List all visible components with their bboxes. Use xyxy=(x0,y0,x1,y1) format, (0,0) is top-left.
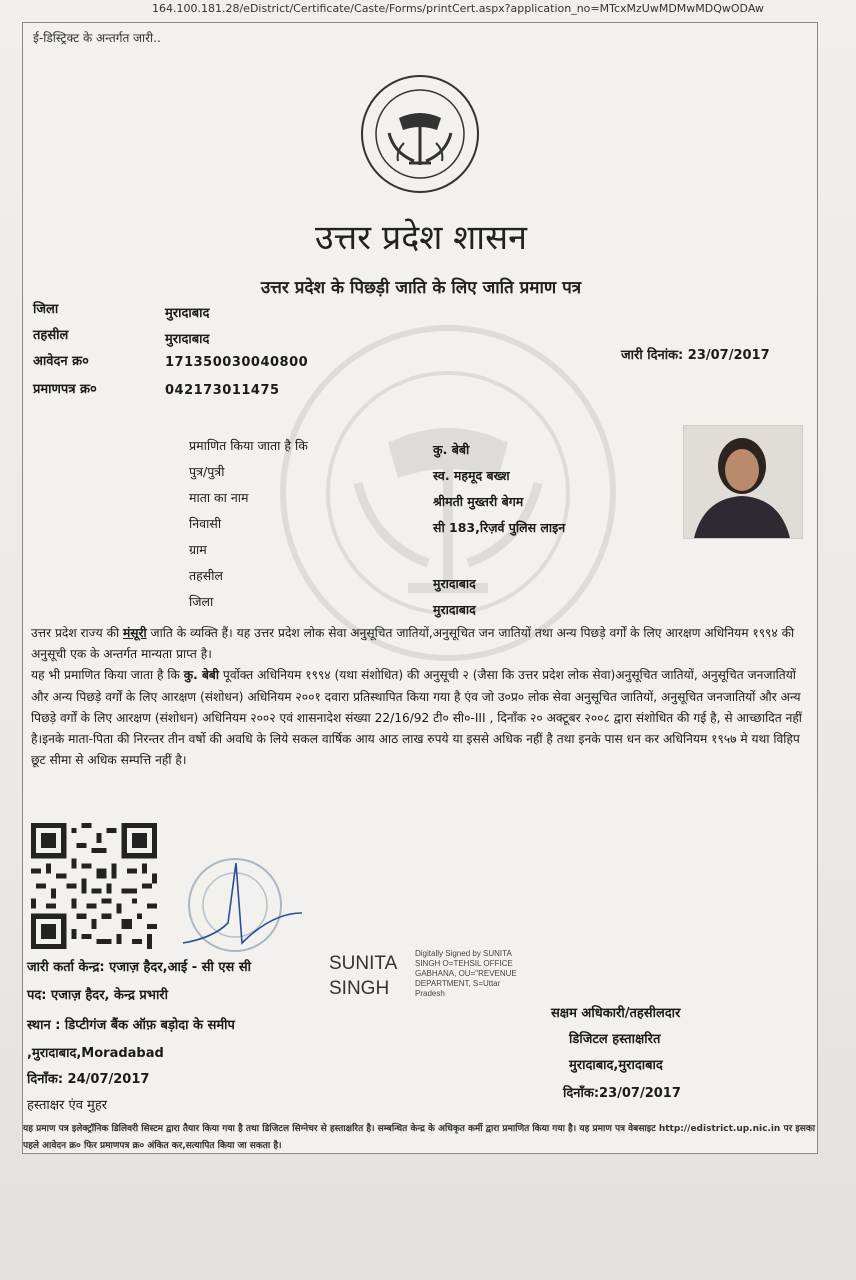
issuer-place: स्थान : डिप्टीगंज बैंक ऑफ़ बड़ोदा के समीप xyxy=(27,1018,235,1033)
footer-note: यह प्रमाण पत्र इलेक्ट्रॉनिक डिलिवरी सिस्टम द्वारा तैयार किया गया है तथा डिजिटल सिग्नेचर से हस्ताक्षरित है। सम्बन्धित केन्द्र के अधिकृत कर्मी द्वारा प्रमाणित किया गया है। यह प्रमाण पत्र वेबसाइट http://edistrict.up.nic.in पर इसका पहले आवेदन क्र० फिर प्रमाणपत्र क्र० अंकित कर,सत्यापित किया जा सकता है। xyxy=(23,1124,816,1151)
detail-label-tehsil: तहसील xyxy=(189,568,223,583)
detail-value-resident: सी 183,रिज़र्व पुलिस लाइन xyxy=(433,520,566,535)
detail-label-mother: माता का नाम xyxy=(189,490,249,505)
district-label: जिला xyxy=(33,302,59,317)
application-number: 171350030040800 xyxy=(165,355,309,370)
certificate-frame xyxy=(22,22,818,1154)
digitally-signed-label: डिजिटल हस्ताक्षरित xyxy=(569,1032,661,1047)
tehsil-value: मुरादाबाद xyxy=(165,332,210,347)
authority-title: सक्षम अधिकारी/तहसीलदार xyxy=(551,1006,681,1021)
detail-label-parent: पुत्र/पुत्री xyxy=(189,464,225,479)
digital-signature-details: Digitally Signed by SUNITA SINGH O=TEHSIL OFFICE GABHANA, OU="REVENUE DEPARTMENT, S=Uttar Pradesh xyxy=(415,949,517,998)
detail-label-certify: प्रमाणित किया जाता है कि xyxy=(189,438,308,453)
detail-value-parent: स्व. महमूद बख्श xyxy=(433,468,510,483)
paragraph-caste: उत्तर प्रदेश राज्य की मंसूरी जाति के व्यक्ति हैं। यह उत्तर प्रदेश लोक सेवा अनुसूचित जातियों,अनुसूचित जन जातियों तथा अन्य पिछड़े वर्गों के लिए आरक्षण अधिनियम १९९४ की अनुसूची एक के अन्तर्गत मान्यता प्राप्त है। xyxy=(31,626,795,662)
certificate-number: 042173011475 xyxy=(165,383,280,398)
caste-name: मंसूरी xyxy=(122,626,147,640)
paragraph-creamy-layer: यह भी प्रमाणित किया जाता है कि कु. बेबी पूर्वोक्त अधिनियम १९९४ (यथा संशोधित) की अनुसूची २ (जैसा कि उत्तर प्रदेश लोक सेवा)अनुसूचित जातियों, अनुसूचित जनजातियों और अन्य पिछड़े वर्गों के लिए आरक्षण (संशोधन) अधिनियम २००१ दवारा प्रतिस्थापित किया गया है एंव जो उ०प्र० लोक सेवा अनुसूचित जातियों, अनुसूचित जनजातियों और अन्य पिछड़े वर्गों के लिए आरक्षण (संशोधन) अधिनियम २००२ एवं शासनादेश संख्या 22/16/92 टी० सी०-III , दिनाँक २० अक्टूबर २००८ द्वारा संशोधित की गई है, से आच्छादित नहीं है।इनके माता-पिता की निरन्तर तीन वर्षो की अवधि के लिये सकल वार्षिक आय आठ लाख रुपये या इससे अधिक नहीं है तथा इनके पास धन कर अधिनियम १९५७ मे यथा विहिप छूट सीमा से अधिक सम्पत्ति नहीं है। xyxy=(31,668,802,768)
application-label: आवेदन क्र० xyxy=(33,354,89,369)
detail-label-resident: निवासी xyxy=(189,516,222,531)
applicant-name-inline: कु. बेबी xyxy=(183,668,220,683)
issuer-center: जारी कर्ता केन्द्र: एजाज़ हैदर,आई - सी एस सी xyxy=(27,960,252,975)
up-emblem-icon xyxy=(359,73,481,195)
issued-under-note: ई-डिस्ट्रिक्ट के अन्तर्गत जारी.. xyxy=(33,31,161,45)
sign-and-seal-label: हस्ताक्षर एंव मुहर xyxy=(27,1098,108,1113)
issue-date: जारी दिनांक: 23/07/2017 xyxy=(621,348,770,363)
detail-value-tehsil: मुरादाबाद xyxy=(433,576,476,591)
detail-label-village: ग्राम xyxy=(189,542,207,557)
detail-value-district: मुरादाबाद xyxy=(433,602,476,617)
certificate-title: उत्तर प्रदेश के पिछड़ी जाति के लिए जाति प्रमाण पत्र xyxy=(260,278,582,298)
stamp-signature-icon xyxy=(163,853,303,963)
applicant-photo xyxy=(683,425,803,539)
government-title: उत्तर प्रदेश शासन xyxy=(315,218,527,258)
certificate-number-label: प्रमाणपत्र क्र० xyxy=(33,382,97,397)
detail-label-district: जिला xyxy=(189,594,214,609)
issuer-city: ,मुरादाबाद,Moradabad xyxy=(27,1046,164,1061)
authority-date: दिनाँक:23/07/2017 xyxy=(563,1086,681,1101)
certificate-body xyxy=(31,623,806,771)
browser-url: 164.100.181.28/eDistrict/Certificate/Caste/Forms/printCert.aspx?application_no=MTcxMzUwMDMwMDQwODAw xyxy=(152,2,764,15)
qr-code-icon xyxy=(31,823,157,949)
authority-place: मुरादाबाद,मुरादाबाद xyxy=(569,1058,663,1073)
detail-value-mother: श्रीमती मुख्तरी बेगम xyxy=(433,494,524,509)
digital-signature-name: SUNITA SINGH xyxy=(329,953,398,999)
detail-value-name: कु. बेबी xyxy=(433,442,470,457)
issuer-date: दिनाँक: 24/07/2017 xyxy=(27,1072,150,1087)
issuer-post: पद: एजाज़ हैदर, केन्द्र प्रभारी xyxy=(27,988,168,1003)
tehsil-label: तहसील xyxy=(33,328,69,343)
district-value: मुरादाबाद xyxy=(165,306,210,321)
